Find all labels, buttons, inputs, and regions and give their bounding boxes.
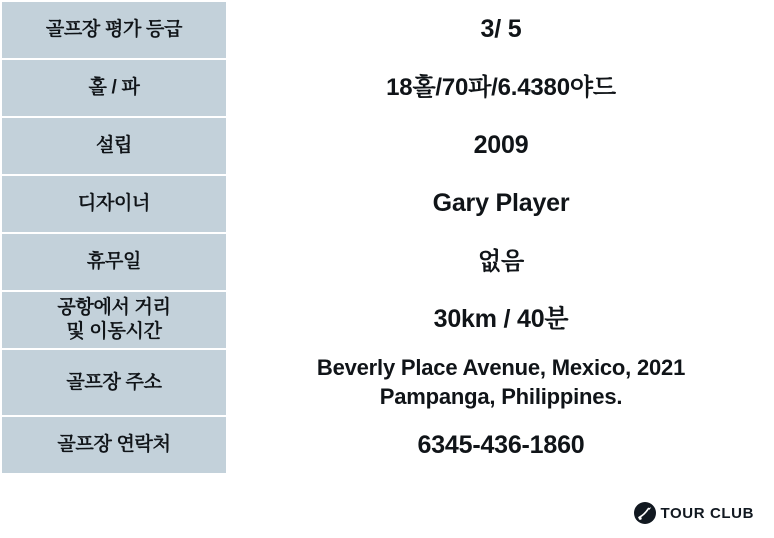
brand-name: TOUR CLUB [660, 504, 754, 522]
row-label-rating: 골프장 평가 등급 [1, 1, 227, 59]
row-label-founded: 설립 [1, 117, 227, 175]
row-label-contact: 골프장 연락처 [1, 416, 227, 474]
row-value-address [227, 349, 774, 416]
table-row [1, 1, 774, 59]
row-label-airport-distance-line2: 및 이동시간 [66, 321, 162, 342]
row-label-holes-par: 홀 / 파 [1, 59, 227, 117]
table-row [1, 291, 774, 349]
table-row [1, 175, 774, 233]
row-value-designer: Gary Player [227, 175, 774, 233]
row-value-rating: 3/ 5 [227, 1, 774, 59]
row-value-founded: 2009 [227, 117, 774, 175]
row-value-address-line1: Beverly Place Avenue, Mexico, 2021 [316, 355, 686, 380]
row-label-address: 골프장 주소 [1, 349, 227, 416]
row-label-closed-days: 휴무일 [1, 233, 227, 291]
row-value-closed-days: 없음 [227, 233, 774, 291]
row-value-contact: 6345-436-1860 [227, 416, 774, 474]
row-value-holes-par: 18홀/70파/6.4380야드 [227, 59, 774, 117]
golf-swing-icon [634, 502, 656, 524]
table-row [1, 59, 774, 117]
row-label-designer: 디자이너 [1, 175, 227, 233]
row-label-airport-distance [1, 291, 227, 349]
table-row [1, 233, 774, 291]
table-row [1, 349, 774, 416]
row-label-airport-distance-line1: 공항에서 거리 [57, 297, 171, 319]
row-value-address-line2: Pampanga, Philippines. [379, 383, 623, 409]
table-row [1, 117, 774, 175]
row-value-airport-distance: 30km / 40분 [227, 291, 774, 349]
table-row [1, 416, 774, 474]
brand-logo [632, 500, 756, 526]
